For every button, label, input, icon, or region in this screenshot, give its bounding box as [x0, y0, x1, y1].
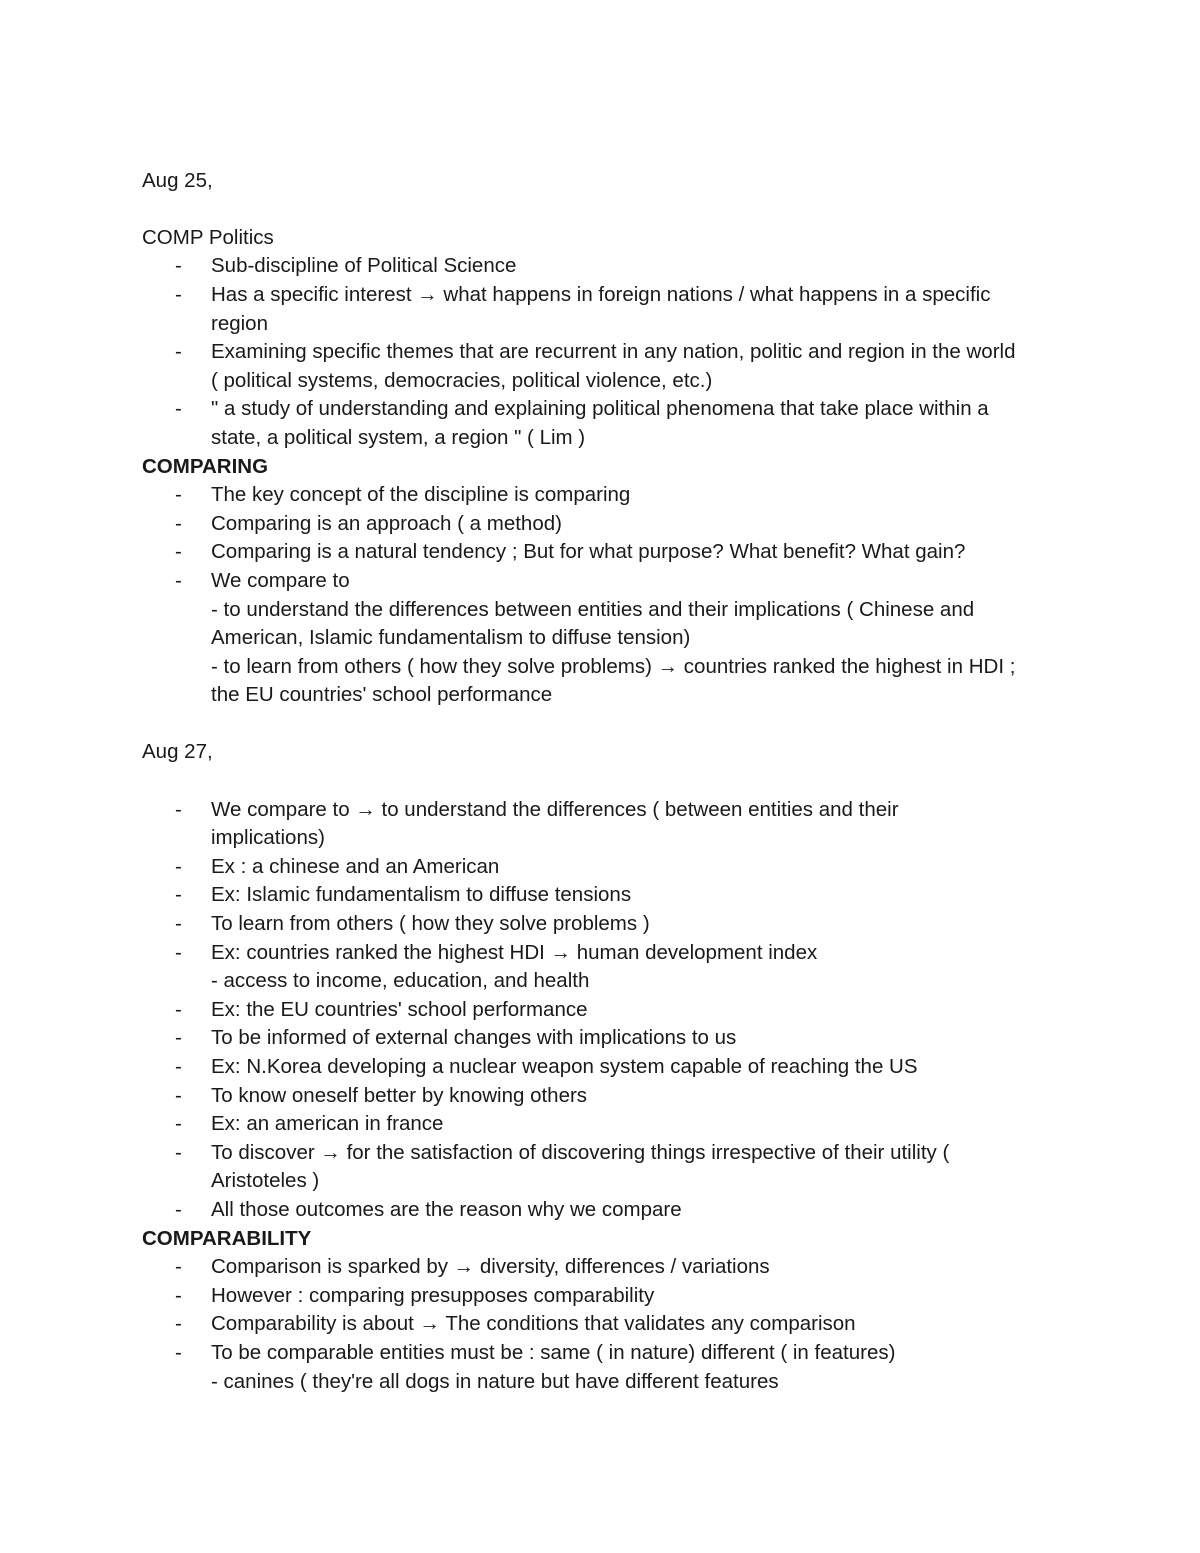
bullet-dash: -	[175, 1197, 182, 1221]
list-item-text: - access to income, education, and health	[211, 969, 590, 993]
list-item	[142, 1253, 1082, 1282]
list-item-text: implications)	[211, 826, 325, 850]
bullet-dash: -	[175, 1055, 182, 1078]
bullet-dash: -	[175, 883, 182, 907]
list-item-text: We compare to → to understand the differences ( between entities and their	[211, 797, 899, 821]
list-item	[142, 1053, 1082, 1082]
list-item-text: - to learn from others ( how they solve problems) → countries ranked the highest in HDI ;	[211, 654, 1016, 678]
bullet-dash: -	[175, 483, 182, 507]
list-item-text: Ex : a chinese and an American	[211, 854, 500, 878]
list-item-text: Sub-discipline of Political Science	[211, 254, 517, 278]
list-item-text: American, Islamic fundamentalism to diffuse tension)	[211, 626, 691, 650]
list-item	[142, 910, 1082, 939]
list-item-text: Comparison is sparked by → diversity, differences / variations	[211, 1255, 770, 1279]
list-item-text: " a study of understanding and explaining political phenomena that take place within a	[211, 397, 989, 421]
list-item	[142, 1082, 1082, 1111]
list-item-text: The key concept of the discipline is comparing	[211, 483, 631, 507]
list-item-text: To discover → for the satisfaction of discovering things irrespective of their utility (	[211, 1140, 950, 1164]
section-title-comp-politics: COMP Politics	[142, 225, 274, 249]
list-item-text: We compare to	[211, 568, 350, 592]
list-item	[142, 1110, 1082, 1139]
list-item-text: region	[211, 311, 268, 335]
list-item	[142, 510, 1082, 539]
list-item-text: To be comparable entities must be : same ( in nature) different ( in features)	[211, 1340, 896, 1364]
list-item	[142, 281, 1082, 338]
comparing-list	[142, 481, 1082, 710]
comp-politics-list	[142, 252, 1082, 452]
bullet-dash: -	[175, 997, 182, 1021]
list-item-text: Has a specific interest → what happens in foreign nations / what happens in a specific	[211, 282, 991, 306]
aug-27-list	[142, 796, 1082, 1225]
date-aug-27: Aug 27,	[142, 740, 213, 764]
list-item-text: To learn from others ( how they solve problems )	[211, 912, 650, 936]
list-item-text: state, a political system, a region " ( Lim )	[211, 425, 586, 449]
bullet-dash: -	[175, 1083, 182, 1107]
list-item	[142, 481, 1082, 510]
list-item-text: Ex: Islamic fundamentalism to diffuse tensions	[211, 883, 632, 907]
list-item	[142, 796, 1082, 853]
heading-comparability: COMPARABILITY	[142, 1226, 312, 1250]
list-item	[142, 1024, 1082, 1053]
list-item	[142, 395, 1082, 452]
bullet-dash: -	[175, 1026, 182, 1050]
list-item-text: ( political systems, democracies, political violence, etc.)	[211, 368, 713, 392]
list-item-text: Ex: the EU countries' school performance	[211, 997, 588, 1021]
list-item	[142, 939, 1082, 996]
bullet-dash: -	[175, 397, 182, 421]
bullet-dash: -	[175, 511, 182, 535]
comparability-list	[142, 1253, 1082, 1396]
bullet-dash: -	[175, 1255, 182, 1279]
list-item	[142, 538, 1082, 567]
bullet-dash: -	[175, 568, 182, 592]
list-item-text: Comparing is an approach ( a method)	[211, 511, 562, 535]
list-item	[142, 853, 1082, 882]
list-item-text: Comparing is a natural tendency ; But for what purpose? What benefit? What gain?	[211, 540, 966, 564]
list-item	[142, 881, 1082, 910]
list-item-text: To be informed of external changes with implications to us	[211, 1026, 737, 1050]
list-item-text: To know oneself better by knowing others	[211, 1083, 588, 1107]
list-item	[142, 996, 1082, 1025]
list-item	[142, 1339, 1082, 1396]
bullet-dash: -	[175, 1112, 182, 1136]
list-item-text: Examining specific themes that are recurrent in any nation, politic and region in the world	[211, 340, 1016, 364]
list-item-text: All those outcomes are the reason why we compare	[211, 1197, 682, 1221]
list-item-text: the EU countries' school performance	[211, 683, 553, 707]
date-aug-25: Aug 25,	[142, 168, 213, 192]
bullet-dash: -	[175, 282, 182, 306]
list-item-text: - canines ( they're all dogs in nature but have different features	[211, 1369, 779, 1393]
list-item-text: - to understand the differences between entities and their implications ( Chinese and	[211, 597, 975, 621]
bullet-dash: -	[175, 1140, 182, 1164]
bullet-dash: -	[175, 797, 182, 821]
list-item-text: Aristoteles )	[211, 1169, 320, 1193]
list-item	[142, 567, 1082, 710]
heading-comparing: COMPARING	[142, 454, 269, 478]
bullet-dash: -	[175, 254, 182, 278]
bullet-dash: -	[175, 1283, 182, 1307]
bullet-dash: -	[175, 1312, 182, 1336]
bullet-dash: -	[175, 1340, 182, 1364]
bullet-dash: -	[175, 540, 182, 564]
list-item	[142, 1196, 1082, 1225]
bullet-dash: -	[175, 940, 182, 964]
list-item	[142, 1139, 1082, 1196]
list-item	[142, 1282, 1082, 1311]
list-item-text: Ex: an american in france	[211, 1112, 444, 1136]
document-page	[142, 138, 1082, 1396]
list-item	[142, 252, 1082, 281]
list-item-text: Comparability is about → The conditions that validates any comparison	[211, 1312, 856, 1336]
bullet-dash: -	[175, 854, 182, 878]
list-item-text: Ex: countries ranked the highest HDI → human development index	[211, 940, 818, 964]
list-item-text: Ex: N.Korea developing a nuclear weapon system capable of reaching the US	[211, 1055, 918, 1078]
list-item-text: However : comparing presupposes comparability	[211, 1283, 655, 1307]
bullet-dash: -	[175, 340, 182, 364]
list-item	[142, 1310, 1082, 1339]
list-item	[142, 338, 1082, 395]
bullet-dash: -	[175, 912, 182, 936]
